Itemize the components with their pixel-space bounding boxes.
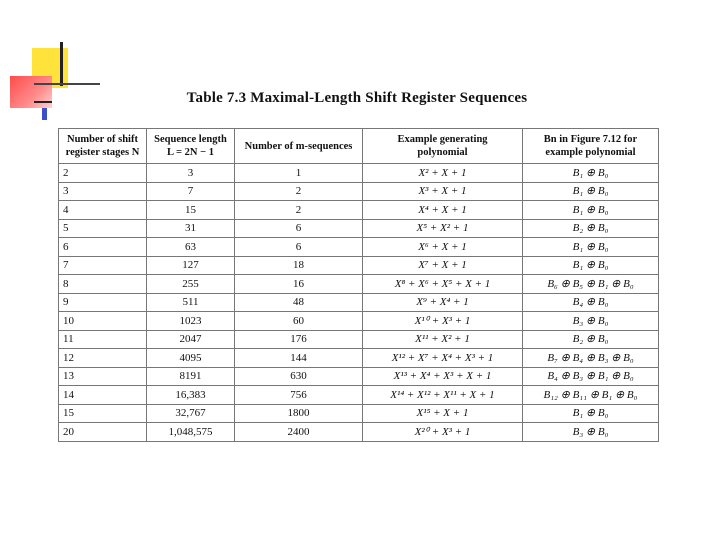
cell-stages: 20 — [59, 423, 147, 442]
cell-polynomial: X⁵ + X² + 1 — [363, 219, 523, 238]
cell-bn: B₁ ⊕ B₀ — [523, 201, 659, 220]
cell-polynomial: X¹⁵ + X + 1 — [363, 404, 523, 423]
cell-length: 2047 — [147, 330, 235, 349]
cell-length: 1023 — [147, 312, 235, 331]
cell-polynomial: X¹² + X⁷ + X⁴ + X³ + 1 — [363, 349, 523, 368]
cell-count: 1800 — [235, 404, 363, 423]
cell-count: 60 — [235, 312, 363, 331]
cell-stages: 5 — [59, 219, 147, 238]
cell-count: 630 — [235, 367, 363, 386]
cell-bn: B₁ ⊕ B₀ — [523, 182, 659, 201]
cell-polynomial: X⁸ + X⁶ + X⁵ + X + 1 — [363, 275, 523, 294]
header-count — [235, 129, 363, 164]
cell-count: 6 — [235, 219, 363, 238]
cell-stages: 14 — [59, 386, 147, 405]
cell-bn: B₁ ⊕ B₀ — [523, 256, 659, 275]
cell-stages: 15 — [59, 404, 147, 423]
cell-stages: 13 — [59, 367, 147, 386]
table-body — [59, 164, 659, 442]
cell-bn: B₂ ⊕ B₀ — [523, 330, 659, 349]
table-row — [59, 423, 659, 442]
table-row — [59, 238, 659, 257]
cell-length: 63 — [147, 238, 235, 257]
cell-bn: B₃ ⊕ B₀ — [523, 312, 659, 331]
cell-polynomial: X⁴ + X + 1 — [363, 201, 523, 220]
table-title — [0, 90, 720, 107]
cell-count: 2400 — [235, 423, 363, 442]
cell-polynomial: X² + X + 1 — [363, 164, 523, 183]
cell-stages: 12 — [59, 349, 147, 368]
cell-polynomial: X⁹ + X⁴ + 1 — [363, 293, 523, 312]
cell-bn: B₆ ⊕ B₅ ⊕ B₁ ⊕ B₀ — [523, 275, 659, 294]
cell-count: 6 — [235, 238, 363, 257]
header-length-line: Sequence length — [154, 134, 227, 145]
cell-bn: B₃ ⊕ B₀ — [523, 423, 659, 442]
cell-count: 176 — [235, 330, 363, 349]
cell-stages: 10 — [59, 312, 147, 331]
cell-polynomial: X¹³ + X⁴ + X³ + X + 1 — [363, 367, 523, 386]
cell-polynomial: X¹⁰ + X³ + 1 — [363, 312, 523, 331]
table-row — [59, 312, 659, 331]
table-row — [59, 293, 659, 312]
cell-stages: 9 — [59, 293, 147, 312]
cell-length: 16,383 — [147, 386, 235, 405]
table-row — [59, 386, 659, 405]
shift-register-table — [58, 128, 659, 442]
table-row — [59, 201, 659, 220]
header-bn — [523, 129, 659, 164]
table-row — [59, 164, 659, 183]
header-length — [147, 129, 235, 164]
cell-polynomial: X⁶ + X + 1 — [363, 238, 523, 257]
table-row — [59, 275, 659, 294]
table-row — [59, 349, 659, 368]
cell-length: 31 — [147, 219, 235, 238]
decor-horizontal-line — [34, 83, 100, 85]
cell-polynomial: X²⁰ + X³ + 1 — [363, 423, 523, 442]
cell-count: 144 — [235, 349, 363, 368]
header-length-line: L = 2N − 1 — [167, 147, 214, 158]
cell-count: 18 — [235, 256, 363, 275]
header-bn-line: example polynomial — [545, 147, 636, 158]
cell-bn: B₇ ⊕ B₄ ⊕ B₃ ⊕ B₀ — [523, 349, 659, 368]
table-row — [59, 256, 659, 275]
cell-length: 255 — [147, 275, 235, 294]
decor-vertical-line — [60, 42, 63, 86]
header-bn-line: Bn in Figure 7.12 for — [543, 134, 638, 145]
table-row — [59, 182, 659, 201]
cell-count: 756 — [235, 386, 363, 405]
cell-length: 7 — [147, 182, 235, 201]
cell-stages: 3 — [59, 182, 147, 201]
cell-bn: B₂ ⊕ B₀ — [523, 219, 659, 238]
table-row — [59, 367, 659, 386]
header-stages-line: register stages N — [65, 147, 140, 158]
cell-bn: B₁ ⊕ B₀ — [523, 164, 659, 183]
header-polynomial-line: Example generating — [397, 134, 488, 145]
header-stages — [59, 129, 147, 164]
cell-stages: 6 — [59, 238, 147, 257]
header-polynomial — [363, 129, 523, 164]
table-row — [59, 330, 659, 349]
cell-length: 1,048,575 — [147, 423, 235, 442]
cell-count: 16 — [235, 275, 363, 294]
cell-length: 8191 — [147, 367, 235, 386]
cell-length: 4095 — [147, 349, 235, 368]
cell-count: 2 — [235, 182, 363, 201]
cell-length: 32,767 — [147, 404, 235, 423]
header-row — [59, 129, 659, 164]
cell-count: 2 — [235, 201, 363, 220]
table-row — [59, 219, 659, 238]
cell-length: 127 — [147, 256, 235, 275]
cell-bn: B₄ ⊕ B₀ — [523, 293, 659, 312]
cell-stages: 11 — [59, 330, 147, 349]
decor-blue-mark — [42, 108, 47, 120]
header-polynomial-line: polynomial — [417, 147, 468, 158]
header-stages-line: Number of shift — [67, 134, 138, 145]
cell-polynomial: X¹⁴ + X¹² + X¹¹ + X + 1 — [363, 386, 523, 405]
cell-stages: 8 — [59, 275, 147, 294]
cell-polynomial: X⁷ + X + 1 — [363, 256, 523, 275]
header-count-line: Number of m-sequences — [244, 140, 353, 152]
cell-length: 3 — [147, 164, 235, 183]
cell-stages: 2 — [59, 164, 147, 183]
cell-length: 15 — [147, 201, 235, 220]
cell-count: 48 — [235, 293, 363, 312]
table-row — [59, 404, 659, 423]
cell-bn: B₄ ⊕ B₃ ⊕ B₁ ⊕ B₀ — [523, 367, 659, 386]
cell-bn: B₁ ⊕ B₀ — [523, 404, 659, 423]
cell-bn: B₁ ⊕ B₀ — [523, 238, 659, 257]
cell-stages: 7 — [59, 256, 147, 275]
table-title-text: Table 7.3 Maximal-Length Shift Register Sequences — [186, 90, 528, 106]
cell-count: 1 — [235, 164, 363, 183]
cell-bn: B₁₂ ⊕ B₁₁ ⊕ B₁ ⊕ B₀ — [523, 386, 659, 405]
cell-polynomial: X³ + X + 1 — [363, 182, 523, 201]
cell-stages: 4 — [59, 201, 147, 220]
cell-length: 511 — [147, 293, 235, 312]
cell-polynomial: X¹¹ + X² + 1 — [363, 330, 523, 349]
